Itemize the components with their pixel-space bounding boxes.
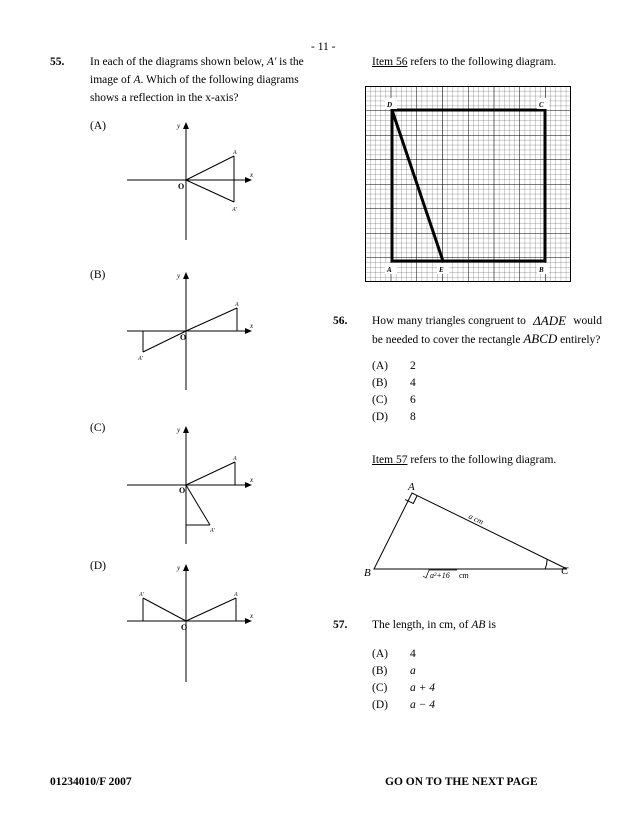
question-56-line1: How many triangles congruent to ΔADE would <box>372 313 602 328</box>
rect-label-d: D <box>387 101 393 109</box>
question-55-line3: shows a reflection in the x-axis? <box>90 92 239 104</box>
q55-diagram-a <box>122 118 262 242</box>
diag-b-point-a: A <box>235 302 239 308</box>
q56-option-b[interactable]: (B) 4 <box>372 377 416 389</box>
item-57-link: Item 57 <box>372 454 408 466</box>
diag-a-origin: O <box>178 182 185 191</box>
svg-text:cm: cm <box>459 571 469 580</box>
diag-b-x-label: x <box>250 322 254 330</box>
right-triangle-abc-diagram <box>360 476 580 586</box>
question-55-stem <box>90 53 318 107</box>
tri-label-c: C <box>561 565 569 577</box>
item-56-link: Item 56 <box>372 56 408 68</box>
diag-b-point-a-prime: A' <box>138 356 143 362</box>
q56-option-c[interactable]: (C) 6 <box>372 394 416 406</box>
diag-b-origin: O <box>180 333 187 342</box>
q55-diagram-c <box>122 422 262 546</box>
item-57-reference: Item 57 refers to the following diagram. <box>372 454 557 466</box>
question-55-line1: In each of the diagrams shown below, A' is the <box>90 56 304 68</box>
diag-c-y-label: y <box>177 426 181 434</box>
tri-label-b: B <box>364 567 371 579</box>
diag-b-y-label: y <box>177 272 181 280</box>
diag-a-point-a: A <box>233 150 237 156</box>
question-56-number: 56. <box>333 315 348 327</box>
rect-label-e: E <box>439 266 444 274</box>
diag-d-y-label: y <box>177 564 181 572</box>
tri-label-a: A <box>408 481 415 493</box>
diag-d-point-a: A <box>234 592 238 598</box>
diag-a-y-label: y <box>177 122 181 130</box>
diag-c-origin: O <box>179 486 186 495</box>
q55-option-c-label: (C) <box>90 422 106 434</box>
diag-c-point-a-prime: A' <box>210 528 215 534</box>
diag-d-origin: O <box>181 623 188 632</box>
diag-a-x-label: x <box>250 171 254 179</box>
svg-text:a²+16: a²+16 <box>430 571 450 580</box>
rect-label-b: B <box>539 266 544 274</box>
q55-option-b-label: (B) <box>90 269 106 281</box>
q57-option-d[interactable]: (D) a − 4 <box>372 699 436 711</box>
q55-diagram-d <box>122 560 262 684</box>
q57-option-a[interactable]: (A) 4 <box>372 648 416 660</box>
q56-option-d[interactable]: (D) 8 <box>372 411 416 423</box>
rect-label-a: A <box>387 266 392 274</box>
question-56-stem <box>372 312 602 349</box>
q57-option-b[interactable]: (B) a <box>372 665 416 677</box>
item-56-reference: Item 56 refers to the following diagram. <box>372 56 557 68</box>
diag-d-x-label: x <box>250 612 254 620</box>
diag-d-point-a-prime: A' <box>139 592 144 598</box>
diag-a-point-a-prime: A' <box>232 207 237 213</box>
rect-label-c: C <box>539 101 544 109</box>
footer-paper-code: 01234010/F 2007 <box>50 776 132 788</box>
rectangle-abcd-diagram <box>365 86 573 286</box>
question-55-line2: image of A. Which of the following diagrams <box>90 74 299 86</box>
question-55-number: 55. <box>50 56 65 68</box>
q55-option-d-label: (D) <box>90 560 106 572</box>
q57-option-c[interactable]: (C) a + 4 <box>372 682 436 694</box>
question-57-number: 57. <box>333 619 348 631</box>
diag-c-x-label: x <box>250 476 254 484</box>
q56-option-a[interactable]: (A) 2 <box>372 360 416 372</box>
question-57-options <box>372 646 435 714</box>
question-57-stem: The length, in cm, of AB is <box>372 619 496 631</box>
footer-next-page: GO ON TO THE NEXT PAGE <box>385 776 538 788</box>
question-56-line2: be needed to cover the rectangle ABCD entirely? <box>372 331 601 346</box>
diag-c-point-a: A <box>233 456 237 462</box>
tri-hypotenuse-label: a cm <box>467 511 485 527</box>
question-56-options <box>372 358 416 426</box>
q55-option-a-label: (A) <box>90 120 106 132</box>
tri-base-label <box>423 570 470 580</box>
q55-diagram-b <box>122 268 262 392</box>
page-number: - 11 - <box>311 41 336 53</box>
